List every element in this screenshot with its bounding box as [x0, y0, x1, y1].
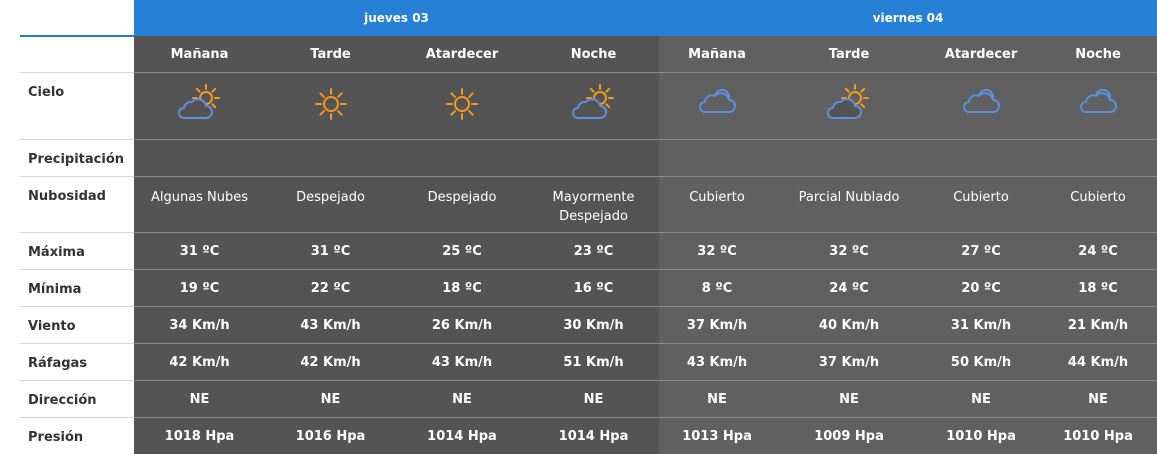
gusts-row	[20, 344, 1157, 381]
pressure-cell: 1016 Hpa	[265, 418, 396, 454]
pressure-cell: 1018 Hpa	[134, 418, 265, 454]
gusts-cell: 42 Km/h	[134, 344, 265, 381]
max-temp-cell: 27 ºC	[923, 233, 1039, 270]
direction-cell: NE	[134, 381, 265, 418]
precipitation-cell	[775, 140, 923, 177]
direction-cell: NE	[1039, 381, 1157, 418]
sky-cell	[134, 73, 265, 140]
gusts-cell: 43 Km/h	[659, 344, 775, 381]
wind-row	[20, 307, 1157, 344]
direction-cell: NE	[265, 381, 396, 418]
wind-cell: 21 Km/h	[1039, 307, 1157, 344]
period-header: Noche	[528, 36, 659, 73]
wind-cell: 26 Km/h	[396, 307, 528, 344]
gusts-cell: 37 Km/h	[775, 344, 923, 381]
row-label-sky: Cielo	[20, 73, 134, 140]
precipitation-cell	[134, 140, 265, 177]
pressure-cell: 1010 Hpa	[923, 418, 1039, 454]
period-header: Atardecer	[396, 36, 528, 73]
sky-cell	[528, 73, 659, 140]
min-temp-cell: 24 ºC	[775, 270, 923, 307]
wind-cell: 37 Km/h	[659, 307, 775, 344]
cloudiness-cell: Cubierto	[659, 177, 775, 233]
partly-cloudy-icon	[178, 84, 222, 124]
partly-cloudy-icon	[827, 84, 871, 124]
corner-cell	[20, 0, 134, 36]
sun-icon	[309, 84, 353, 124]
sky-cell	[265, 73, 396, 140]
cloud-icon	[959, 84, 1003, 124]
max-temp-row	[20, 233, 1157, 270]
max-temp-cell: 25 ºC	[396, 233, 528, 270]
pressure-cell: 1009 Hpa	[775, 418, 923, 454]
row-label-max: Máxima	[20, 233, 134, 270]
max-temp-cell: 31 ºC	[265, 233, 396, 270]
pressure-cell: 1013 Hpa	[659, 418, 775, 454]
gusts-cell: 44 Km/h	[1039, 344, 1157, 381]
row-label-wind: Viento	[20, 307, 134, 344]
max-temp-cell: 32 ºC	[659, 233, 775, 270]
row-label-cloudiness: Nubosidad	[20, 177, 134, 233]
period-header: Tarde	[775, 36, 923, 73]
direction-cell: NE	[923, 381, 1039, 418]
gusts-cell: 51 Km/h	[528, 344, 659, 381]
forecast-table	[20, 0, 1157, 454]
direction-cell: NE	[775, 381, 923, 418]
row-label-gusts: Ráfagas	[20, 344, 134, 381]
cloudiness-cell: Cubierto	[1039, 177, 1157, 233]
period-header: Atardecer	[923, 36, 1039, 73]
gusts-cell: 50 Km/h	[923, 344, 1039, 381]
min-temp-cell: 8 ºC	[659, 270, 775, 307]
sun-icon	[440, 84, 484, 124]
min-temp-cell: 18 ºC	[1039, 270, 1157, 307]
sky-cell	[775, 73, 923, 140]
cloudiness-cell: Cubierto	[923, 177, 1039, 233]
wind-cell: 30 Km/h	[528, 307, 659, 344]
precipitation-cell	[1039, 140, 1157, 177]
min-temp-cell: 19 ºC	[134, 270, 265, 307]
period-header: Mañana	[134, 36, 265, 73]
direction-cell: NE	[659, 381, 775, 418]
min-temp-row	[20, 270, 1157, 307]
min-temp-cell: 18 ºC	[396, 270, 528, 307]
day-header-thursday: jueves 03	[134, 0, 659, 36]
period-header: Tarde	[265, 36, 396, 73]
max-temp-cell: 31 ºC	[134, 233, 265, 270]
pressure-cell: 1010 Hpa	[1039, 418, 1157, 454]
period-header: Noche	[1039, 36, 1157, 73]
period-header-label	[20, 36, 134, 73]
sky-cell	[396, 73, 528, 140]
precipitation-cell	[528, 140, 659, 177]
sky-cell	[659, 73, 775, 140]
wind-cell: 31 Km/h	[923, 307, 1039, 344]
row-label-pressure: Presión	[20, 418, 134, 454]
partly-cloudy-icon	[572, 84, 616, 124]
max-temp-cell: 23 ºC	[528, 233, 659, 270]
precipitation-cell	[923, 140, 1039, 177]
sky-cell	[1039, 73, 1157, 140]
cloudiness-cell: Parcial Nublado	[775, 177, 923, 233]
precipitation-cell	[659, 140, 775, 177]
row-label-direction: Dirección	[20, 381, 134, 418]
max-temp-cell: 32 ºC	[775, 233, 923, 270]
min-temp-cell: 16 ºC	[528, 270, 659, 307]
cloudiness-cell: Mayormente Despejado	[528, 177, 659, 233]
day-header-row	[20, 0, 1157, 36]
wind-cell: 43 Km/h	[265, 307, 396, 344]
cloudiness-cell: Despejado	[396, 177, 528, 233]
min-temp-cell: 22 ºC	[265, 270, 396, 307]
pressure-cell: 1014 Hpa	[396, 418, 528, 454]
wind-cell: 34 Km/h	[134, 307, 265, 344]
gusts-cell: 42 Km/h	[265, 344, 396, 381]
direction-cell: NE	[528, 381, 659, 418]
row-label-precipitation: Precipitación	[20, 140, 134, 177]
min-temp-cell: 20 ºC	[923, 270, 1039, 307]
cloudiness-cell: Algunas Nubes	[134, 177, 265, 233]
cloudiness-cell: Despejado	[265, 177, 396, 233]
cloudiness-row	[20, 177, 1157, 233]
sky-row	[20, 73, 1157, 140]
period-header: Mañana	[659, 36, 775, 73]
precipitation-cell	[396, 140, 528, 177]
pressure-cell: 1014 Hpa	[528, 418, 659, 454]
gusts-cell: 43 Km/h	[396, 344, 528, 381]
direction-row	[20, 381, 1157, 418]
cloud-icon	[695, 84, 739, 124]
direction-cell: NE	[396, 381, 528, 418]
day-header-friday: viernes 04	[659, 0, 1157, 36]
sky-cell	[923, 73, 1039, 140]
precipitation-row	[20, 140, 1157, 177]
cloud-icon	[1076, 84, 1120, 124]
period-header-row	[20, 36, 1157, 73]
row-label-min: Mínima	[20, 270, 134, 307]
max-temp-cell: 24 ºC	[1039, 233, 1157, 270]
wind-cell: 40 Km/h	[775, 307, 923, 344]
precipitation-cell	[265, 140, 396, 177]
